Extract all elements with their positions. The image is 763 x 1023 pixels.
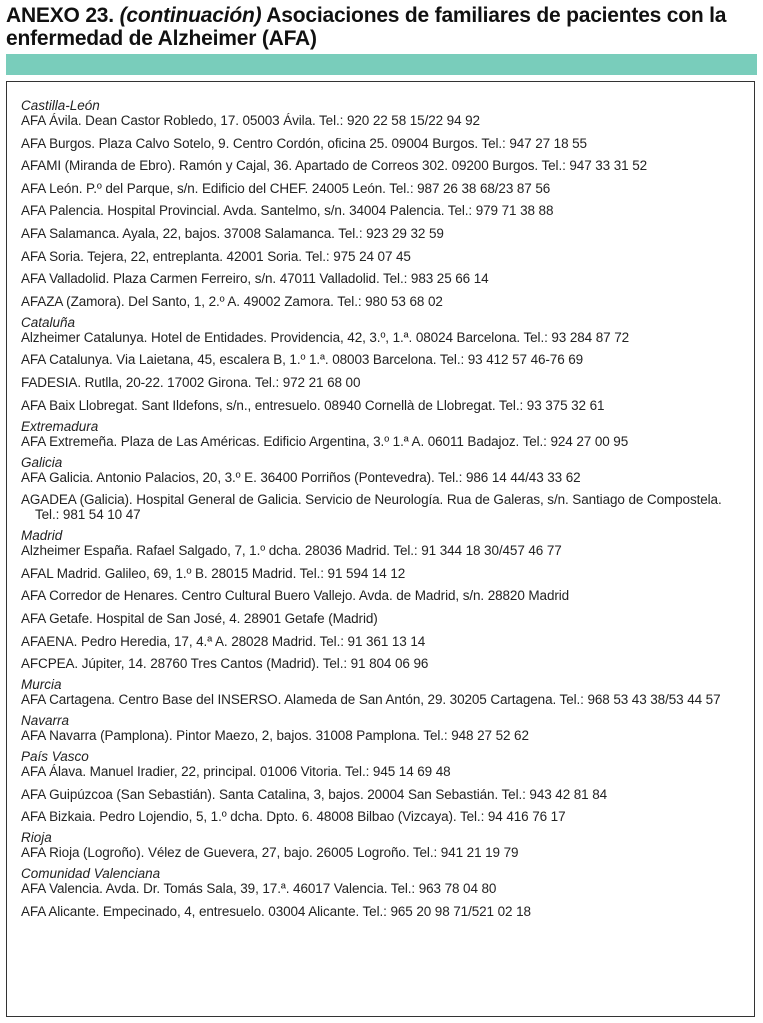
association-entry: AFA Catalunya. Via Laietana, 45, escalera B, 1.º 1.ª. 08003 Barcelona. Tel.: 93 412 57 46-76 69	[21, 352, 584, 368]
page-title	[6, 4, 756, 50]
title-text: Asociaciones de familiares de pacientes con la enfermedad de Alzheimer (AFA)	[6, 4, 727, 50]
association-entry: AFA Álava. Manuel Iradier, 22, principal. 01006 Vitoria. Tel.: 945 14 69 48	[21, 764, 451, 780]
association-entry: AFAZA (Zamora). Del Santo, 1, 2.º A. 49002 Zamora. Tel.: 980 53 68 02	[21, 293, 443, 309]
region-heading: Navarra	[21, 713, 70, 729]
association-entry: FADESIA. Rutlla, 20-22. 17002 Girona. Tel.: 972 21 68 00	[21, 374, 361, 390]
association-entry: AFA Salamanca. Ayala, 22, bajos. 37008 Salamanca. Tel.: 923 29 32 59	[21, 225, 444, 241]
association-entry: AFAMI (Miranda de Ebro). Ramón y Cajal, 36. Apartado de Correos 302. 09200 Burgos. Tel.: 947 33 31 52	[21, 158, 648, 174]
association-entry: AFA Rioja (Logroño). Vélez de Guevera, 27, bajo. 26005 Logroño. Tel.: 941 21 19 79	[21, 845, 519, 861]
region-heading: Extremadura	[21, 418, 99, 434]
association-entry: AFA Corredor de Henares. Centro Cultural Buero Vallejo. Avda. de Madrid, s/n. 28820 Madrid	[21, 588, 570, 604]
annex-number: ANEXO 23.	[6, 4, 114, 27]
association-entry: AFA Burgos. Plaza Calvo Sotelo, 9. Centro Cordón, oficina 25. 09004 Burgos. Tel.: 947 27 18 55	[21, 135, 587, 151]
association-entry: Alzheimer Catalunya. Hotel de Entidades. Providencia, 42, 3.º, 1.ª. 08024 Barcelona. Tel.: 93 284 87 72	[21, 329, 630, 345]
association-entry: AFA Getafe. Hospital de San José, 4. 28901 Getafe (Madrid)	[21, 610, 378, 626]
region-heading: País Vasco	[21, 749, 89, 765]
region-heading: Castilla-León	[21, 98, 100, 113]
region-heading: Murcia	[21, 677, 62, 693]
association-entry: AFA Extremeña. Plaza de Las Américas. Edificio Argentina, 3.º 1.ª A. 06011 Badajoz. Tel.: 924 27 00 95	[21, 433, 629, 449]
association-entry: Alzheimer España. Rafael Salgado, 7, 1.º dcha. 28036 Madrid. Tel.: 91 344 18 30/457 46 77	[21, 543, 562, 559]
association-entry: AFAENA. Pedro Heredia, 17, 4.ª A. 28028 Madrid. Tel.: 91 361 13 14	[21, 633, 426, 649]
region-section	[21, 98, 746, 309]
region-heading: Cataluña	[21, 314, 76, 330]
association-entry: AFA Valladolid. Plaza Carmen Ferreiro, s/n. 47011 Valladolid. Tel.: 983 25 66 14	[21, 271, 489, 287]
region-heading: Comunidad Valenciana	[21, 866, 161, 882]
continuation-label: (continuación)	[119, 4, 262, 27]
region-section	[21, 749, 746, 824]
association-entry: AFA Alicante. Empecinado, 4, entresuelo. 03004 Alicante. Tel.: 965 20 98 71/521 02 18	[21, 903, 531, 919]
region-section	[21, 455, 746, 523]
header-color-band	[6, 54, 757, 75]
association-entry: AFA Palencia. Hospital Provincial. Avda. Santelmo, s/n. 34004 Palencia. Tel.: 979 71 38 88	[21, 203, 554, 219]
association-entry: AFA Navarra (Pamplona). Pintor Maezo, 2, bajos. 31008 Pamplona. Tel.: 948 27 52 62	[21, 728, 529, 744]
association-entry: AFA Galicia. Antonio Palacios, 20, 3.º E. 36400 Porriños (Pontevedra). Tel.: 986 14 44/43 33 62	[21, 469, 581, 485]
region-section	[21, 866, 746, 919]
directory-box	[6, 81, 755, 1017]
region-heading: Madrid	[21, 528, 63, 544]
directory-content	[21, 98, 746, 925]
association-entry: AFA Valencia. Avda. Dr. Tomás Sala, 39, 17.ª. 46017 Valencia. Tel.: 963 78 04 80	[21, 881, 497, 897]
association-entry: AFA León. P.º del Parque, s/n. Edificio del CHEF. 24005 León. Tel.: 987 26 38 68/23 87 56	[21, 180, 551, 196]
association-entry: AFA Bizkaia. Pedro Lojendio, 5, 1.º dcha. Dpto. 6. 48008 Bilbao (Vizcaya). Tel.: 94 416 76 17	[21, 809, 566, 825]
association-entry: AFAL Madrid. Galileo, 69, 1.º B. 28015 Madrid. Tel.: 91 594 14 12	[21, 565, 406, 581]
association-entry: AFA Cartagena. Centro Base del INSERSO. Alameda de San Antón, 29. 30205 Cartagena. Tel.: 968 53 43 38/53 44 57	[21, 692, 721, 708]
association-entry: AFA Baix Llobregat. Sant Ildefons, s/n., entresuelo. 08940 Cornellà de Llobregat. Tel.: 93 375 32 61	[21, 397, 605, 413]
region-section	[21, 677, 746, 707]
region-section	[21, 315, 746, 413]
association-entry: AFA Guipúzcoa (San Sebastián). Santa Catalina, 3, bajos. 20004 San Sebastián. Tel.: 943 42 81 84	[21, 786, 608, 802]
region-section	[21, 830, 746, 860]
region-heading: Rioja	[21, 830, 52, 846]
association-entry: AFA Ávila. Dean Castor Robledo, 17. 05003 Ávila. Tel.: 920 22 58 15/22 94 92	[21, 113, 480, 128]
region-section	[21, 419, 746, 449]
region-heading: Galicia	[21, 454, 63, 470]
region-section	[21, 713, 746, 743]
association-entry: AFCPEA. Júpiter, 14. 28760 Tres Cantos (Madrid). Tel.: 91 804 06 96	[21, 656, 429, 672]
association-entry: AFA Soria. Tejera, 22, entreplanta. 42001 Soria. Tel.: 975 24 07 45	[21, 248, 411, 264]
region-section	[21, 528, 746, 671]
association-entry: AGADEA (Galicia). Hospital General de Galicia. Servicio de Neurología. Rua de Galeras, s/n. Santiago de Compostela. Tel.: 981 54 10 47	[21, 492, 722, 523]
